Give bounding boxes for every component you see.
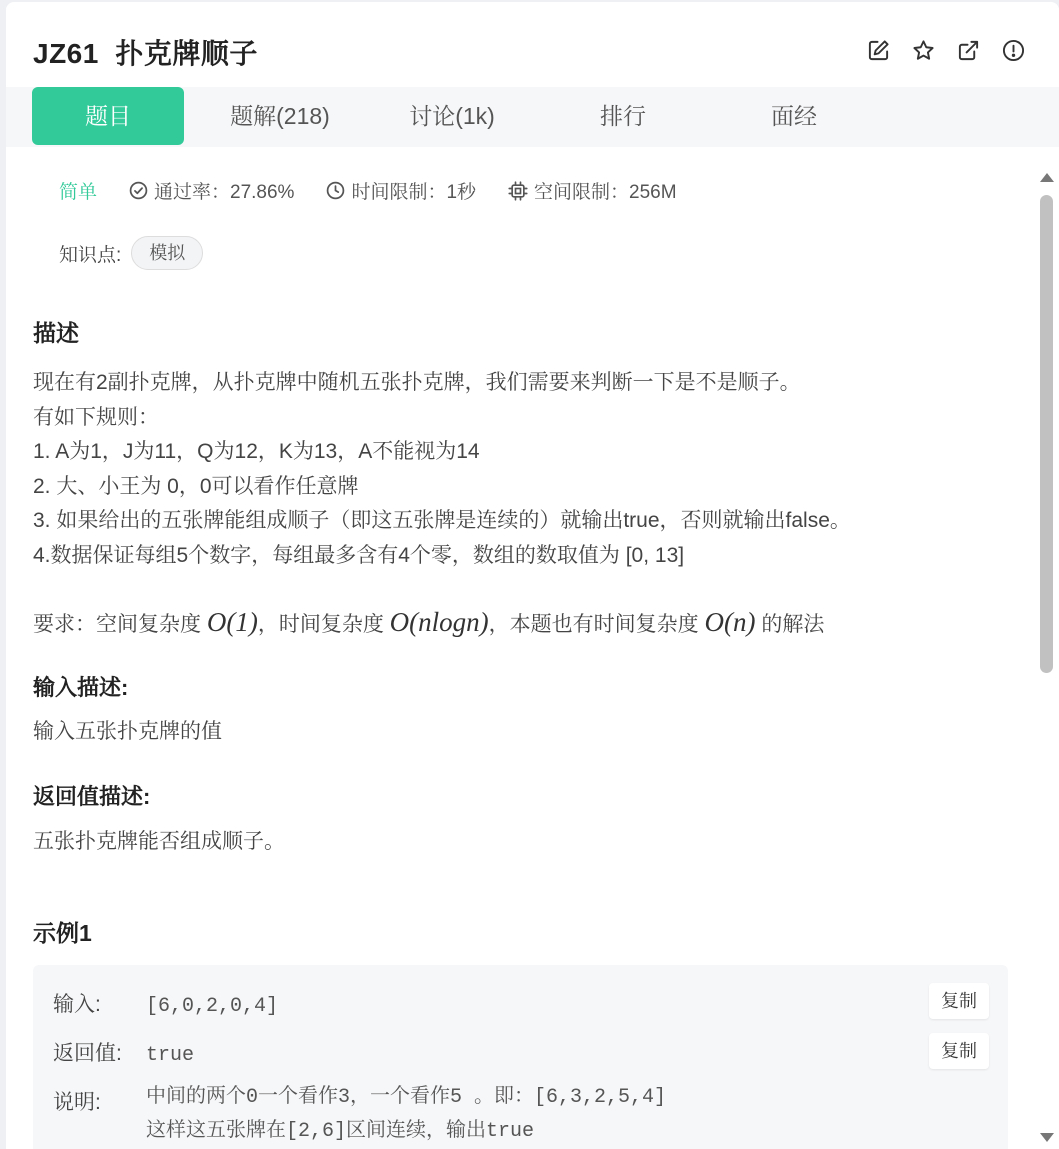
example-heading: 示例1 (33, 920, 92, 946)
description-heading: 描述 (33, 320, 79, 346)
description-line: 3. 如果给出的五张牌能组成顺子（即这五张牌是连续的）就输出true，否则就输出false。 (33, 509, 851, 532)
alt-complexity: O(n) (704, 607, 756, 637)
report-icon[interactable] (1002, 39, 1025, 62)
example-input-value: [6,0,2,0,4] (146, 995, 279, 1018)
requirement-mid2: ，本题也有时间复杂度 (488, 613, 699, 636)
knowledge-points (59, 236, 203, 270)
requirement-suffix: 的解法 (761, 613, 825, 636)
copy-return-button[interactable]: 复制 (929, 1033, 989, 1069)
example-return-value: true (146, 1044, 195, 1067)
example-note-label: 说明: (53, 1091, 101, 1114)
description-text (33, 366, 851, 573)
problem-card (6, 2, 1059, 1149)
chip-icon (508, 181, 528, 201)
scrollbar-thumb[interactable] (1040, 195, 1053, 673)
description-line: 2. 大、小王为 0，0可以看作任意牌 (33, 474, 359, 498)
problem-content (6, 147, 1036, 1149)
external-link-icon[interactable] (957, 39, 980, 62)
requirement-text (33, 602, 824, 645)
problem-header (6, 2, 1059, 88)
time-complexity: O(nlogn) (389, 607, 489, 637)
check-circle-icon (129, 181, 148, 200)
time-limit (326, 177, 476, 204)
tab-problem[interactable]: 题目 (32, 87, 184, 145)
return-desc-heading: 返回值描述: (33, 784, 151, 809)
requirement-prefix: 要求：空间复杂度 (33, 613, 201, 636)
return-desc-text: 五张扑克牌能否组成顺子。 (33, 830, 285, 853)
time-limit-text: 时间限制：1秒 (351, 182, 477, 203)
pass-rate (129, 177, 294, 204)
tab-ranking[interactable]: 排行 (600, 103, 646, 129)
input-desc-text: 输入五张扑克牌的值 (33, 720, 222, 743)
tab-solutions[interactable]: 题解(218) (230, 103, 330, 129)
star-icon[interactable] (912, 39, 935, 62)
space-limit-text: 空间限制：256M (534, 182, 677, 203)
edit-icon[interactable] (867, 39, 890, 62)
knowledge-tag[interactable]: 模拟 (131, 236, 203, 270)
tab-bar (6, 87, 1059, 147)
example-input-row (53, 988, 278, 1018)
clock-icon (326, 181, 345, 200)
problem-meta (59, 177, 709, 204)
description-line: 4.数据保证每组5个数字，每组最多含有4个零，数组的数取值为 [0, 13] (33, 543, 685, 567)
example-note-text (146, 1081, 666, 1149)
header-actions (867, 39, 1025, 62)
description-line: 1. A为1，J为11，Q为12，K为13，A不能视为14 (33, 440, 480, 463)
scroll-up-arrow-icon[interactable] (1040, 173, 1054, 182)
difficulty-badge: 简单 (59, 182, 98, 203)
example-box (33, 965, 1008, 1149)
description-line: 有如下规则： (33, 405, 159, 429)
example-return-label: 返回值: (53, 1042, 122, 1065)
example-note-line: 这样这五张牌在[2,6]区间连续，输出true (146, 1120, 535, 1143)
requirement-mid: ，时间复杂度 (257, 613, 384, 636)
space-complexity: O(1) (206, 607, 258, 637)
example-return-row (53, 1037, 194, 1067)
copy-input-button[interactable]: 复制 (929, 983, 989, 1019)
description-line: 现在有2副扑克牌，从扑克牌中随机五张扑克牌，我们需要来判断一下是不是顺子。 (33, 371, 801, 394)
tab-interview[interactable]: 面经 (771, 103, 817, 129)
problem-title: JZ61 扑克牌顺子 (33, 38, 258, 69)
input-desc-heading: 输入描述: (33, 675, 129, 700)
example-input-label: 输入: (53, 993, 101, 1016)
content-scrollbar[interactable] (1036, 167, 1059, 1149)
knowledge-label: 知识点: (59, 244, 122, 266)
scroll-down-arrow-icon[interactable] (1040, 1133, 1054, 1142)
tab-discussion[interactable]: 讨论(1k) (409, 103, 495, 129)
example-note-row (53, 1086, 666, 1149)
space-limit (508, 177, 677, 204)
example-note-line: 中间的两个0一个看作3，一个看作5 。即：[6,3,2,5,4] (146, 1086, 667, 1109)
pass-rate-text: 通过率：27.86% (154, 182, 295, 203)
